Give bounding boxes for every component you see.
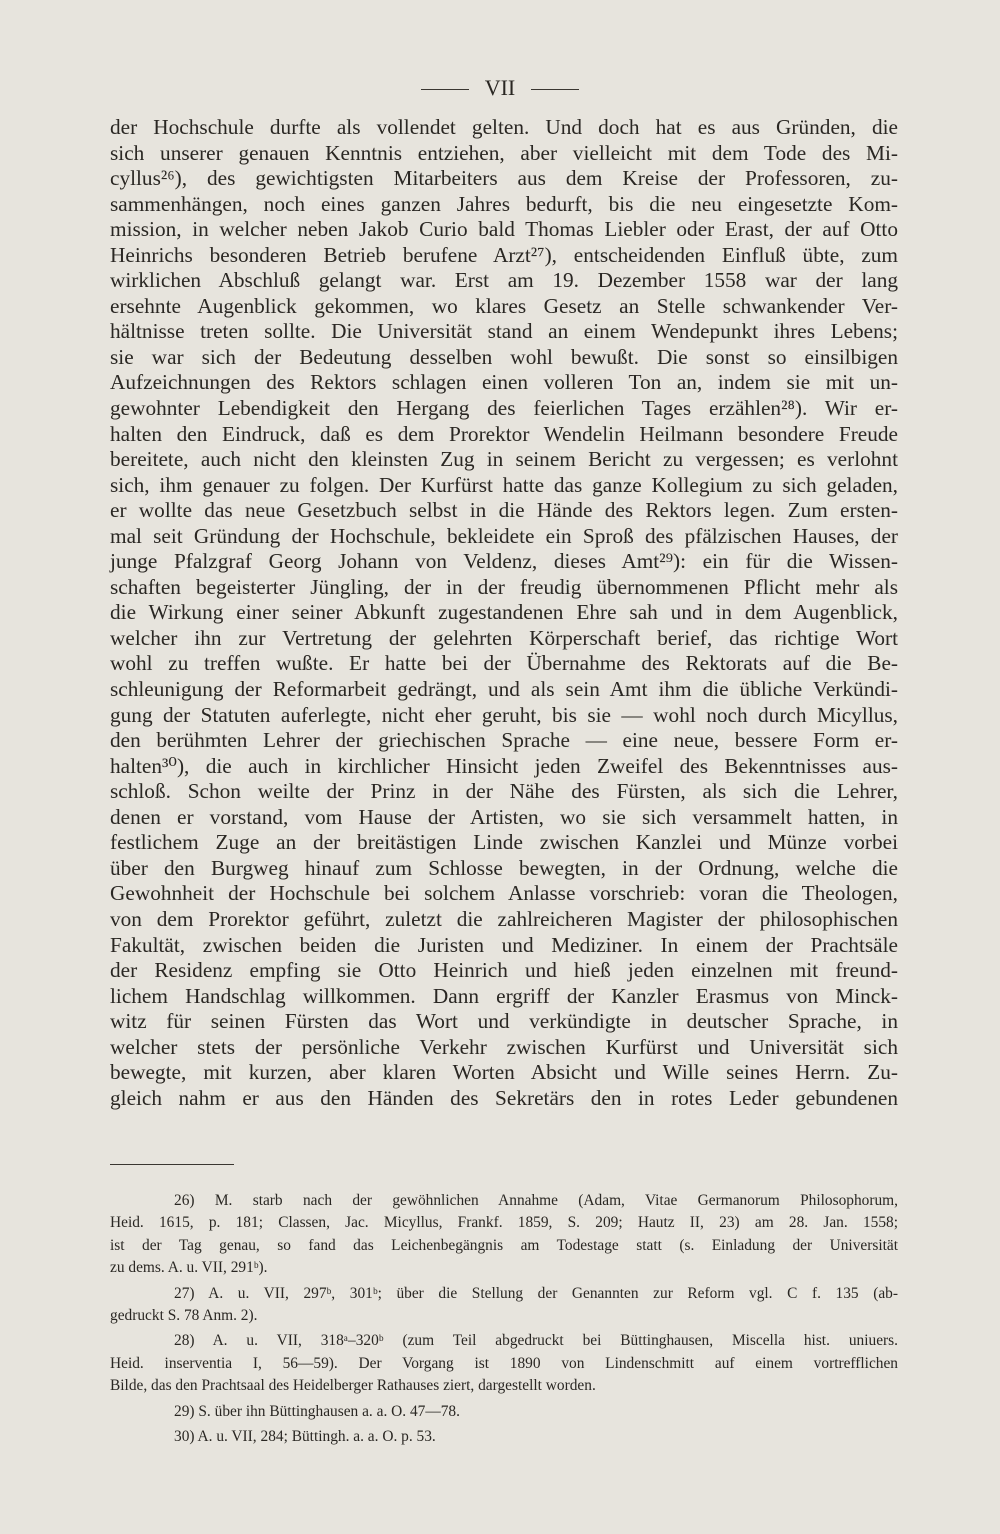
footnote-28 — [110, 1330, 898, 1397]
text-line: schloß. Schon weilte der Prinz in der Nähe des Fürsten, als sich die Lehrer, — [110, 779, 898, 804]
text-line: halten³⁰), die auch in kirchlicher Hinsicht jeden Zweifel des Bekenntnisses aus- — [110, 753, 898, 778]
header-left-dash — [421, 89, 469, 90]
footnote-line: Heid. inserventia I, 56—59). Der Vorgang ist 1890 von Lindenschmitt auf einem vortrefflichen — [110, 1354, 898, 1372]
text-line: sammenhängen, noch eines ganzen Jahres bedurft, bis die neu eingesetzte Kom- — [110, 191, 898, 216]
text-line: er wollte das neue Gesetzbuch selbst in die Hände des Rektors legen. Zum ersten- — [110, 498, 898, 523]
text-line: hältnisse treten sollte. Die Universität stand an einem Wendepunkt ihres Lebens; — [110, 319, 898, 344]
text-line: gung der Statuten auferlegte, nicht eher geruht, bis sie — wohl noch durch Micyllus, — [110, 702, 898, 727]
footnotes — [110, 1190, 898, 1451]
page-header — [0, 74, 1000, 102]
text-line: witz für seinen Fürsten das Wort und verkündigte in deutscher Sprache, in — [110, 1009, 898, 1034]
text-line: gleich nahm er aus den Händen des Sekretärs den in rotes Leder gebundenen — [110, 1085, 898, 1110]
text-line: schaften begeisterter Jüngling, der in der freudig übernommenen Pflicht mehr als — [110, 574, 898, 599]
footnote-29 — [110, 1401, 898, 1423]
text-line: mal seit Gründung der Hochschule, bekleidete ein Sproß des pfälzischen Hauses, der — [110, 523, 898, 548]
text-line: bereitete, auch nicht den kleinsten Zug in seinem Bericht zu vergessen; es verlohnt — [110, 447, 898, 472]
footnote-30 — [110, 1426, 898, 1448]
text-line: welcher stets der persönliche Verkehr zwischen Kurfürst und Universität sich — [110, 1034, 898, 1059]
text-line: festlichem Zuge an der breitästigen Linde zwischen Kanzlei und Münze vorbei — [110, 830, 898, 855]
footnote-26 — [110, 1190, 898, 1280]
footnote-27 — [110, 1283, 898, 1328]
footnote-line: 27) A. u. VII, 297ᵇ, 301ᵇ; über die Stellung der Genannten zur Reform vgl. C f. 135 (ab- — [174, 1284, 898, 1302]
text-line: denen er vorstand, vom Hause der Artisten, wo sie sich versammelt hatten, in — [110, 804, 898, 829]
page-number: VII — [484, 75, 516, 100]
footnote-line: Bilde, das den Prachtsaal des Heidelberger Rathauses ziert, dargestellt worden. — [110, 1377, 596, 1395]
footnote-line: zu dems. A. u. VII, 291ᵇ). — [110, 1259, 268, 1277]
text-line: sie war sich der Bedeutung desselben wohl bewußt. Die sonst so einsilbigen — [110, 344, 898, 369]
text-line: Heinrichs besonderen Betrieb berufene Arzt²⁷), entscheidenden Einfluß übte, zum — [110, 242, 898, 267]
text-line: mission, in welcher neben Jakob Curio bald Thomas Liebler oder Erast, der auf Otto — [110, 217, 898, 242]
text-line: schleunigung der Reformarbeit gedrängt, und als sein Amt ihm die übliche Verkündi- — [110, 677, 898, 702]
footnote-line: 29) S. über ihn Büttinghausen a. a. O. 47—78. — [174, 1402, 460, 1420]
text-line: halten den Eindruck, daß es dem Prorektor Wendelin Heilmann besondere Freude — [110, 421, 898, 446]
footnote-line: ist der Tag genau, so fand das Leichenbegängnis am Todestage statt (s. Einladung der Universität — [110, 1236, 898, 1254]
text-line: die Wirkung einer seiner Abkunft zugestandenen Ehre sah und in dem Augenblick, — [110, 600, 898, 625]
text-line: von dem Prorektor geführt, zuletzt die zahlreicheren Magister der philosophischen — [110, 906, 898, 931]
text-line: über den Burgweg hinauf zum Schlosse bewegten, in der Ordnung, welche die — [110, 855, 898, 880]
footnote-line: gedruckt S. 78 Anm. 2). — [110, 1306, 258, 1324]
text-line: der Hochschule durfte als vollendet gelten. Und doch hat es aus Gründen, die — [110, 115, 898, 139]
footnote-line: 28) A. u. VII, 318ᵃ–320ᵇ (zum Teil abgedruckt bei Büttinghausen, Miscella hist. uniuers. — [174, 1332, 898, 1350]
text-line: Gewohnheit der Hochschule bei solchem Anlasse vorschrieb: voran die Theologen, — [110, 881, 898, 906]
text-line: junge Pfalzgraf Georg Johann von Veldenz, dieses Amt²⁹): ein für die Wissen- — [110, 549, 898, 574]
text-line: ersehnte Augenblick gekommen, wo klares Gesetz an Stelle schwankender Ver- — [110, 293, 898, 318]
text-line: der Residenz empfing sie Otto Heinrich und hieß jeden einzelnen mit freund- — [110, 958, 898, 983]
text-line: Fakultät, zwischen beiden die Juristen und Mediziner. In einem der Prachtsäle — [110, 932, 898, 957]
main-text — [110, 115, 898, 1111]
text-line: wirklichen Abschluß gelangt war. Erst am 19. Dezember 1558 war der lang — [110, 268, 898, 293]
text-line: den berühmten Lehrer der griechischen Sprache — eine neue, bessere Form er- — [110, 728, 898, 753]
footnote-line: 26) M. starb nach der gewöhnlichen Annahme (Adam, Vitae Germanorum Philosophorum, — [174, 1192, 898, 1209]
text-line: wohl zu treffen wußte. Er hatte bei der Übernahme des Rektorats auf die Be- — [110, 651, 898, 676]
text-line: lichem Handschlag willkommen. Dann ergriff der Kanzler Erasmus von Minck- — [110, 983, 898, 1008]
footnote-line: 30) A. u. VII, 284; Büttingh. a. a. O. p. 53. — [174, 1427, 436, 1445]
text-line: cyllus²⁶), des gewichtigsten Mitarbeiters aus dem Kreise der Professoren, zu- — [110, 166, 898, 191]
footnote-divider — [110, 1164, 234, 1165]
text-line: sich unserer genauen Kenntnis entziehen, aber vielleicht mit dem Tode des Mi- — [110, 140, 898, 165]
text-line: sich, ihm genauer zu folgen. Der Kurfürst hatte das ganze Kollegium zu sich geladen, — [110, 472, 898, 497]
text-line: gewohnter Lebendigkeit den Hergang des feierlichen Tages erzählen²⁸). Wir er- — [110, 396, 898, 421]
text-line: bewegte, mit kurzen, aber klaren Worten Absicht und Wille seines Herrn. Zu- — [110, 1060, 898, 1085]
text-line: welcher ihn zur Vertretung der gelehrten Körperschaft berief, das richtige Wort — [110, 625, 898, 650]
footnote-line: Heid. 1615, p. 181; Classen, Jac. Micyllus, Frankf. 1859, S. 209; Hautz II, 23) am 28. Jan. 1558; — [110, 1214, 898, 1232]
text-line: Aufzeichnungen des Rektors schlagen einen volleren Ton an, indem sie mit un- — [110, 370, 898, 395]
header-right-dash — [531, 89, 579, 90]
